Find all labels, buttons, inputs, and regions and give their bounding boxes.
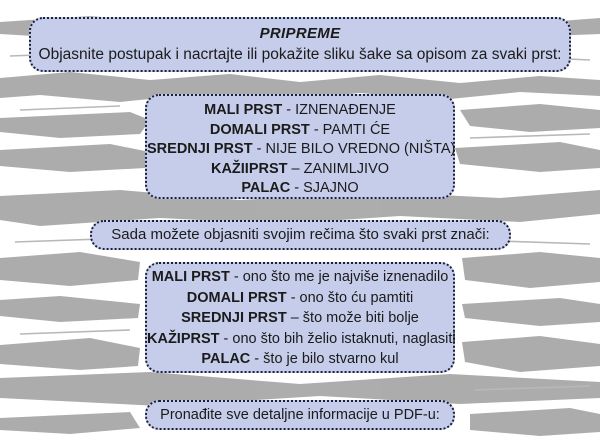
example-finger-name: PALAC bbox=[201, 351, 251, 367]
finger-meaning: – ZANIMLJIVO bbox=[287, 160, 390, 177]
finger-name: KAŽIIPRST bbox=[210, 160, 288, 177]
finger-meaning: - PAMTI ĆE bbox=[309, 121, 391, 138]
finger-item bbox=[147, 121, 453, 141]
finger-meaning: - IZNENAĐENJE bbox=[282, 102, 396, 118]
example-answers-box bbox=[145, 262, 455, 373]
finger-name: PALAC bbox=[241, 180, 291, 196]
finger-name: MALI PRST bbox=[204, 102, 283, 118]
preparation-title: PRIPREME bbox=[259, 25, 341, 42]
example-meaning: – što može biti bolje bbox=[286, 310, 419, 326]
example-item bbox=[147, 308, 453, 329]
example-finger-name: KAŽIPRST bbox=[147, 330, 220, 347]
finger-name: DOMALI PRST bbox=[209, 121, 310, 138]
pdf-info-box bbox=[145, 400, 455, 430]
example-finger-name: SREDNJI PRST bbox=[181, 310, 287, 326]
finger-item bbox=[147, 140, 456, 160]
finger-meanings-box bbox=[145, 94, 455, 199]
example-item bbox=[147, 288, 453, 309]
finger-item bbox=[147, 160, 453, 180]
finger-meaning: - SJAJNO bbox=[290, 180, 359, 196]
example-finger-name: MALI PRST bbox=[151, 269, 230, 285]
example-meaning: - ono što bih želio istaknuti, naglasiti bbox=[219, 330, 456, 347]
example-meaning: - što je bilo stvarno kul bbox=[250, 351, 399, 367]
example-item bbox=[147, 349, 453, 370]
pdf-info-text: Pronađite sve detaljne informacije u PDF-u: bbox=[160, 407, 440, 423]
explain-prompt-text: Sada možete objasniti svojim rečima što svaki prst znači: bbox=[111, 226, 490, 243]
example-finger-name: DOMALI PRST bbox=[186, 289, 287, 306]
finger-item bbox=[147, 179, 453, 199]
example-meaning: - ono što me je najviše iznenadilo bbox=[229, 269, 449, 285]
finger-name: SREDNJI PRST bbox=[147, 141, 253, 157]
example-item bbox=[147, 267, 453, 288]
finger-item bbox=[147, 101, 453, 121]
preparation-box bbox=[29, 17, 571, 72]
explain-prompt-box bbox=[90, 220, 511, 250]
finger-meaning: - NIJE BILO VREDNO (NIŠTA) bbox=[252, 141, 456, 157]
example-item bbox=[147, 329, 456, 350]
example-meaning: - ono što ću pamtiti bbox=[286, 289, 414, 306]
preparation-instructions: Objasnite postupak i nacrtajte ili pokažite sliku šake sa opisom za svaki prst: bbox=[38, 46, 562, 63]
